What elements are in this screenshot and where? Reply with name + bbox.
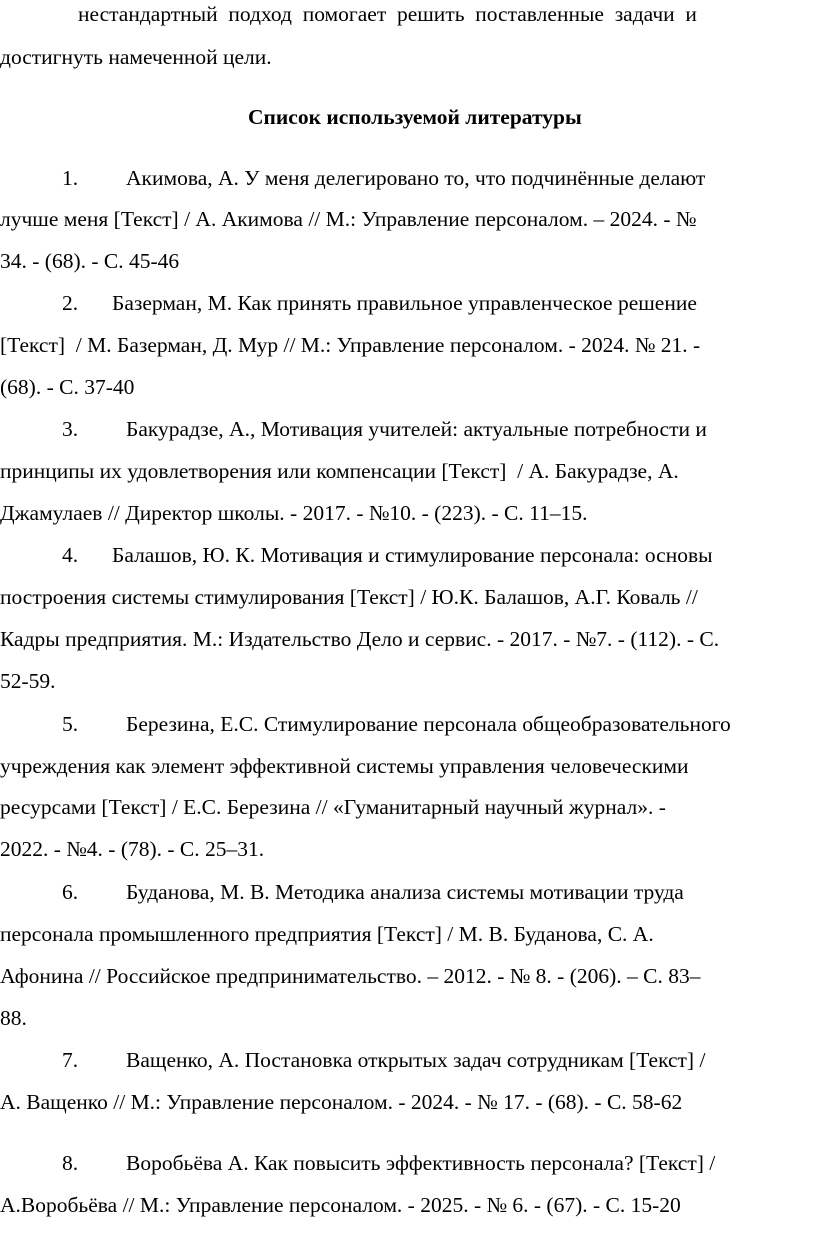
reference-number: 5. — [62, 712, 79, 736]
reference-line: учреждения как элемент эффективной системы управления человеческими — [0, 754, 689, 778]
reference-line: персонала промышленного предприятия [Текст] / М. В. Буданова, С. А. — [0, 922, 654, 946]
reference-line: Кадры предприятия. М.: Издательство Дело и сервис. - 2017. - №7. - (112). - С. — [0, 627, 720, 651]
reference-number: 3. — [62, 417, 79, 441]
reference-line: лучше меня [Текст] / А. Акимова // М.: Управление персоналом. – 2024. - № — [0, 207, 697, 231]
reference-number: 4. — [62, 543, 79, 567]
reference-line: А.Воробьёва // М.: Управление персоналом. - 2025. - № 6. - (67). - С. 15-20 — [0, 1193, 681, 1217]
intro-line-1: нестандартный подход помогает решить поставленные задачи и — [78, 2, 697, 26]
reference-line: Буданова, М. В. Методика анализа системы мотивации труда — [126, 880, 684, 904]
reference-line: Воробьёва А. Как повысить эффективность персонала? [Текст] / — [126, 1151, 716, 1175]
reference-line: Бакурадзе, А., Мотивация учителей: актуальные потребности и — [126, 417, 707, 441]
references-heading: Список используемой литературы — [248, 105, 582, 129]
reference-line: 52-59. — [0, 669, 56, 693]
reference-line: Акимова, А. У меня делегировано то, что подчинённые делают — [126, 166, 706, 190]
reference-line: Балашов, Ю. К. Мотивация и стимулирование персонала: основы — [112, 543, 713, 567]
reference-line: Базерман, М. Как принять правильное управленческое решение — [112, 291, 697, 315]
reference-line: 88. — [0, 1006, 27, 1030]
intro-line-2: достигнуть намеченной цели. — [0, 45, 272, 69]
reference-number: 8. — [62, 1151, 79, 1175]
reference-number: 7. — [62, 1048, 79, 1072]
reference-line: построения системы стимулирования [Текст] / Ю.К. Балашов, А.Г. Коваль // — [0, 585, 698, 609]
reference-line: 2022. - №4. - (78). - С. 25–31. — [0, 837, 265, 861]
reference-line: принципы их удовлетворения или компенсации [Текст] / А. Бакурадзе, А. — [0, 459, 679, 483]
reference-line: (68). - С. 37-40 — [0, 375, 135, 399]
reference-line: Афонина // Российское предпринимательство. – 2012. - № 8. - (206). – С. 83– — [0, 964, 701, 988]
reference-number: 6. — [62, 880, 79, 904]
reference-number: 2. — [62, 291, 79, 315]
reference-line: 34. - (68). - С. 45-46 — [0, 249, 180, 273]
reference-line: Джамулаев // Директор школы. - 2017. - №10. - (223). - С. 11–15. — [0, 501, 588, 525]
reference-line: [Текст] / М. Базерман, Д. Мур // М.: Управление персоналом. - 2024. № 21. - — [0, 333, 701, 357]
reference-line: Березина, Е.С. Стимулирование персонала общеобразовательного — [126, 712, 731, 736]
reference-line: А. Ващенко // М.: Управление персоналом. - 2024. - № 17. - (68). - С. 58-62 — [0, 1090, 683, 1114]
reference-number: 1. — [62, 166, 79, 190]
reference-line: Ващенко, А. Постановка открытых задач сотрудникам [Текст] / — [126, 1048, 706, 1072]
reference-line: ресурсами [Текст] / Е.С. Березина // «Гуманитарный научный журнал». - — [0, 795, 666, 819]
